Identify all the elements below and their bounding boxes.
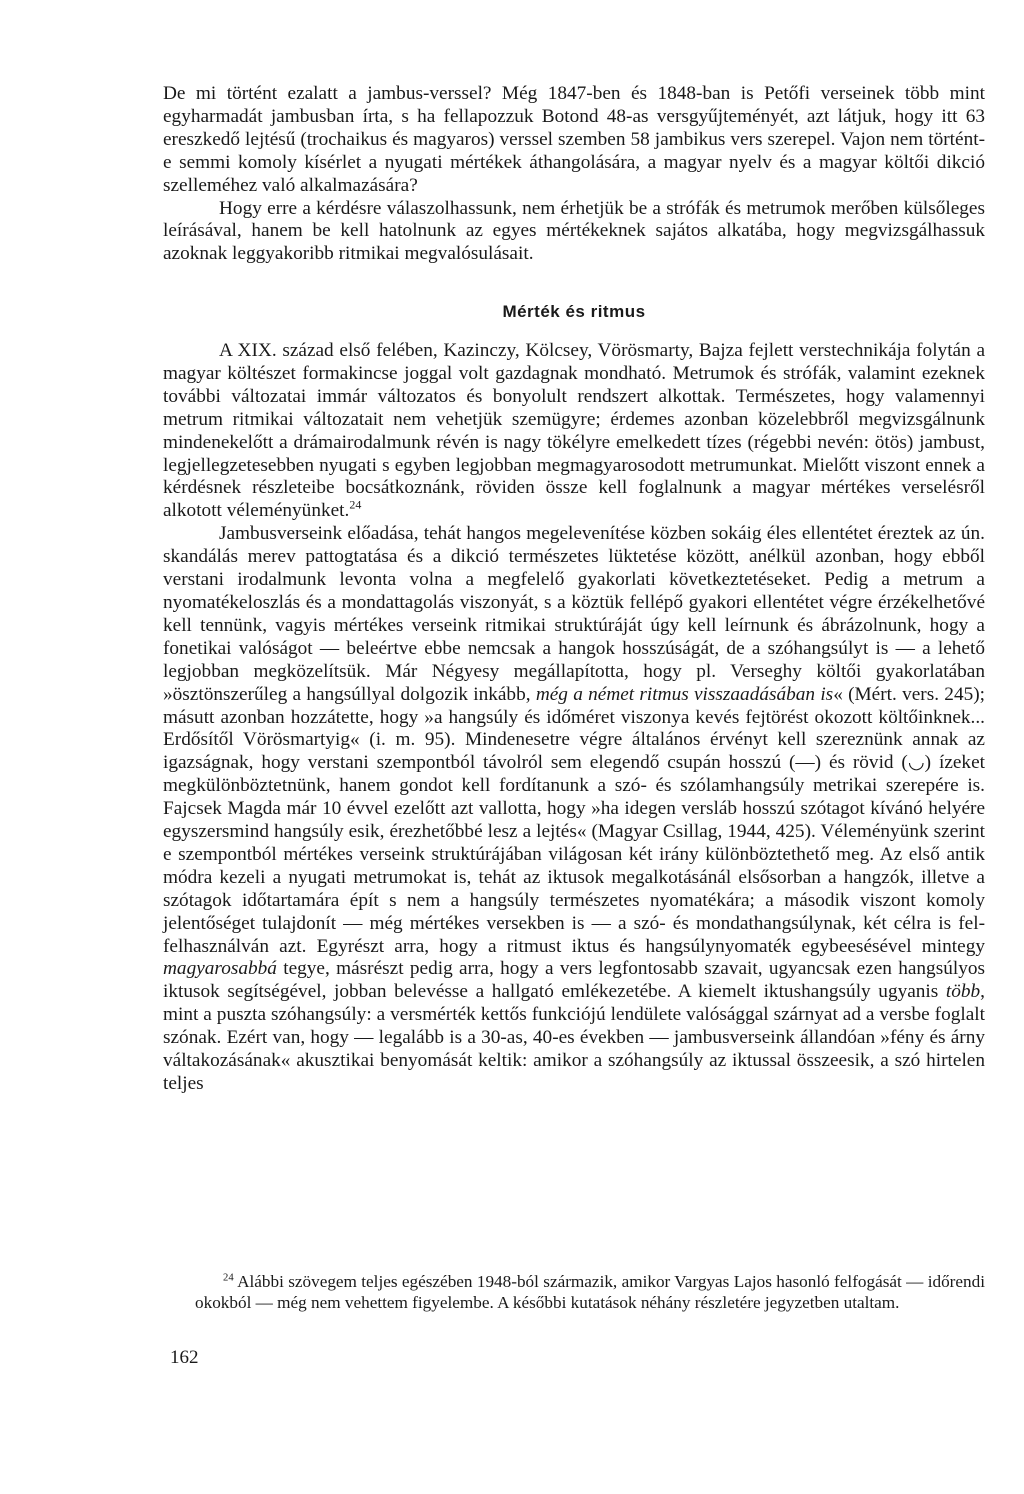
main-paragraph-2-italic-2: magyarosabbá [163,958,277,980]
intro-paragraph-1: De mi történt ezalatt a jambus-verssel? Még 1847-ben és 1848-ban is Petőfi verseinek több mint egyharmadát jambusban írta, s ha fellapozzuk Botond 48-as versgyűjteményét, azt látjuk, hogy itt 63 ereszkedő lejtésű (trochaikus és magyaros) verssel szemben 58 jambikus vers szerepel. Vajon nem történt-e semmi komoly kísérlet a nyugati mértékek áthangolására, a magyar nyelv és a magyar költői dikció szelleméhez való alkalmazására? [163,83,985,196]
intro-text [163,83,985,266]
main-text [163,340,985,1096]
main-paragraph-2-part-2: « (Mért. vers. 245); másutt azonban hozzátette, hogy »a hangsúly és időméret viszonya kevés fejtörést okozott költőinknek... Erdősítől Vörösmartyig« (i. m. 95). Mindenesetre végre általános érvényt kell szereznünk annak az igazságnak, hogy verstani szempontból távolról sem elegendő csupán hosszú (—) és rövid (◡) ízeket megkülönböztetnünk, hanem gondot kell fordítanunk a szó- és szólamhangsúly metrikai szerepére is. Fajcsek Magda már 10 évvel ezelőtt azt vallotta, hogy »ha idegen versláb hosszú szótagot kívánó helyére egyszersmind hangsúly esik, érezhetőbbé lesz a lejtés« (Magyar Csillag, 1944, 425). Véleményünk szerint e szempontból mértékes verseink struktúrájában világosan két irány különböztethető meg. Az első antik módra kezeli a nyugati metrumokat is, tehát az iktusok megalkotásánál elsősorban a hangzók, illetve a szótagok időtartamára épít s nem a hangsúly természetes nyomatékára; a második viszont komoly jelentőséget tulajdonít — még mértékes versekben is — a szó- és mondathangsúlynak, két célra is fel-felhasználván azt. Egyrészt arra, hogy a ritmust iktus és hangsúlynyomaték egybeesésével mintegy [163,683,986,957]
footnote-reference: 24 [349,497,362,512]
page-number: 162 [170,1347,199,1368]
footnote-text: Alábbi szövegem teljes egészében 1948-ból származik, amikor Vargyas Lajos hasonló felfogását — időrendi okokból — még nem vehettem figyelembe. A későbbi kutatások néhány részletére jegyzetben utaltam. [195,1272,985,1312]
main-paragraph-2-part-1: Jambusverseink előadása, tehát hangos megelevenítése közben sokáig éles ellentétet éreztek az ún. skandálás merev pattogtatása és a dikció természetes lüktetése között, anélkül azonban, hogy ebből verstani irodalmunk levonta volna a megfelelő gyakorlati következtetéseket. Pedig a metrum a nyomatékeloszlás és a mondattagolás viszonyát, s a köztük fellépő gyakori ellentétet végre érzékelhetővé kell tennünk, vagyis mértékes verseink ritmikai struktúráját úgy kell leírnunk és ábrázolnunk, hogy a fonetikai valóságot — beleértve ebbe nemcsak a hangok hosszúságát, de a szóhangsúlyt is — a lehető legjobban megközelítsük. Már Négyesy megállapította, hogy pl. Verseghy költői gyakorlatában »ösztönszerűleg a hangsúllyal dolgozik inkább, [163,523,985,705]
main-paragraph-2-italic-1: még a német ritmus visszaadásában is [535,683,834,705]
footnote [195,1272,985,1313]
main-paragraph-1 [163,340,985,523]
main-paragraph-2-italic-3: több [945,981,981,1003]
main-paragraph-2-part-4: , mint a puszta szóhangsúly: a versmérték kettős funkciójú lendülete valósággal szárnyat ad a versbe foglalt szónak. Ezért van, hogy — legalább is a 30-as, 40-es években — jambusverseink állandóan »fény és árny váltakozásának« akusztikai benyomását keltik: amikor a szóhangsúly az iktussal összeesik, a szó hirtelen teljes [163,981,985,1094]
main-paragraph-2 [163,523,985,1096]
footnote-paragraph [195,1272,985,1313]
main-paragraph-2-part-3: tegye, másrészt pedig arra, hogy a vers legfontosabb szavait, ugyancsak ezen hangsúlyos iktusok segítségével, jobban belevésse a hallgató emlékezetébe. A kiemelt iktushangsúly ugyanis [163,958,985,1003]
section-heading: Mérték és ritmus [502,302,646,321]
footnote-marker: 24 [223,1272,234,1284]
main-paragraph-1-text: A XIX. század első felében, Kazinczy, Kölcsey, Vörösmarty, Bajza fejlett verstechnikája folytán a magyar költészet formakincse joggal volt gazdagnak mondható. Metrumok és strófák, valamint ezeknek további változatai immár változatos és bonyolult rendszert alkottak. Természetes, hogy valamennyi metrum ritmikai változatait nem vehetjük szemügyre; érdemes azonban közelebbről megvizsgálnunk mindenekelőtt a drámairodalmunk révén is nagy tökélyre emelkedett tízes (régebbi nevén: ötös) jambust, legjellegzetesebben nyugati s egyben legjobban megmagyarosodott metrumunkat. Mielőtt viszont ennek a kérdésnek részleteibe bocsátkoznánk, röviden össze kell foglalnunk a magyar mértékes verselésről alkotott véleményünket. [163,340,985,522]
intro-paragraph-2: Hogy erre a kérdésre válaszolhassunk, nem érhetjük be a strófák és metrumok merőben külsőleges leírásával, hanem be kell hatolnunk az egyes mértékeknek sajátos alkatába, hogy megvizsgálhassuk azoknak leggyakoribb ritmikai megvalósulásait. [163,197,985,265]
